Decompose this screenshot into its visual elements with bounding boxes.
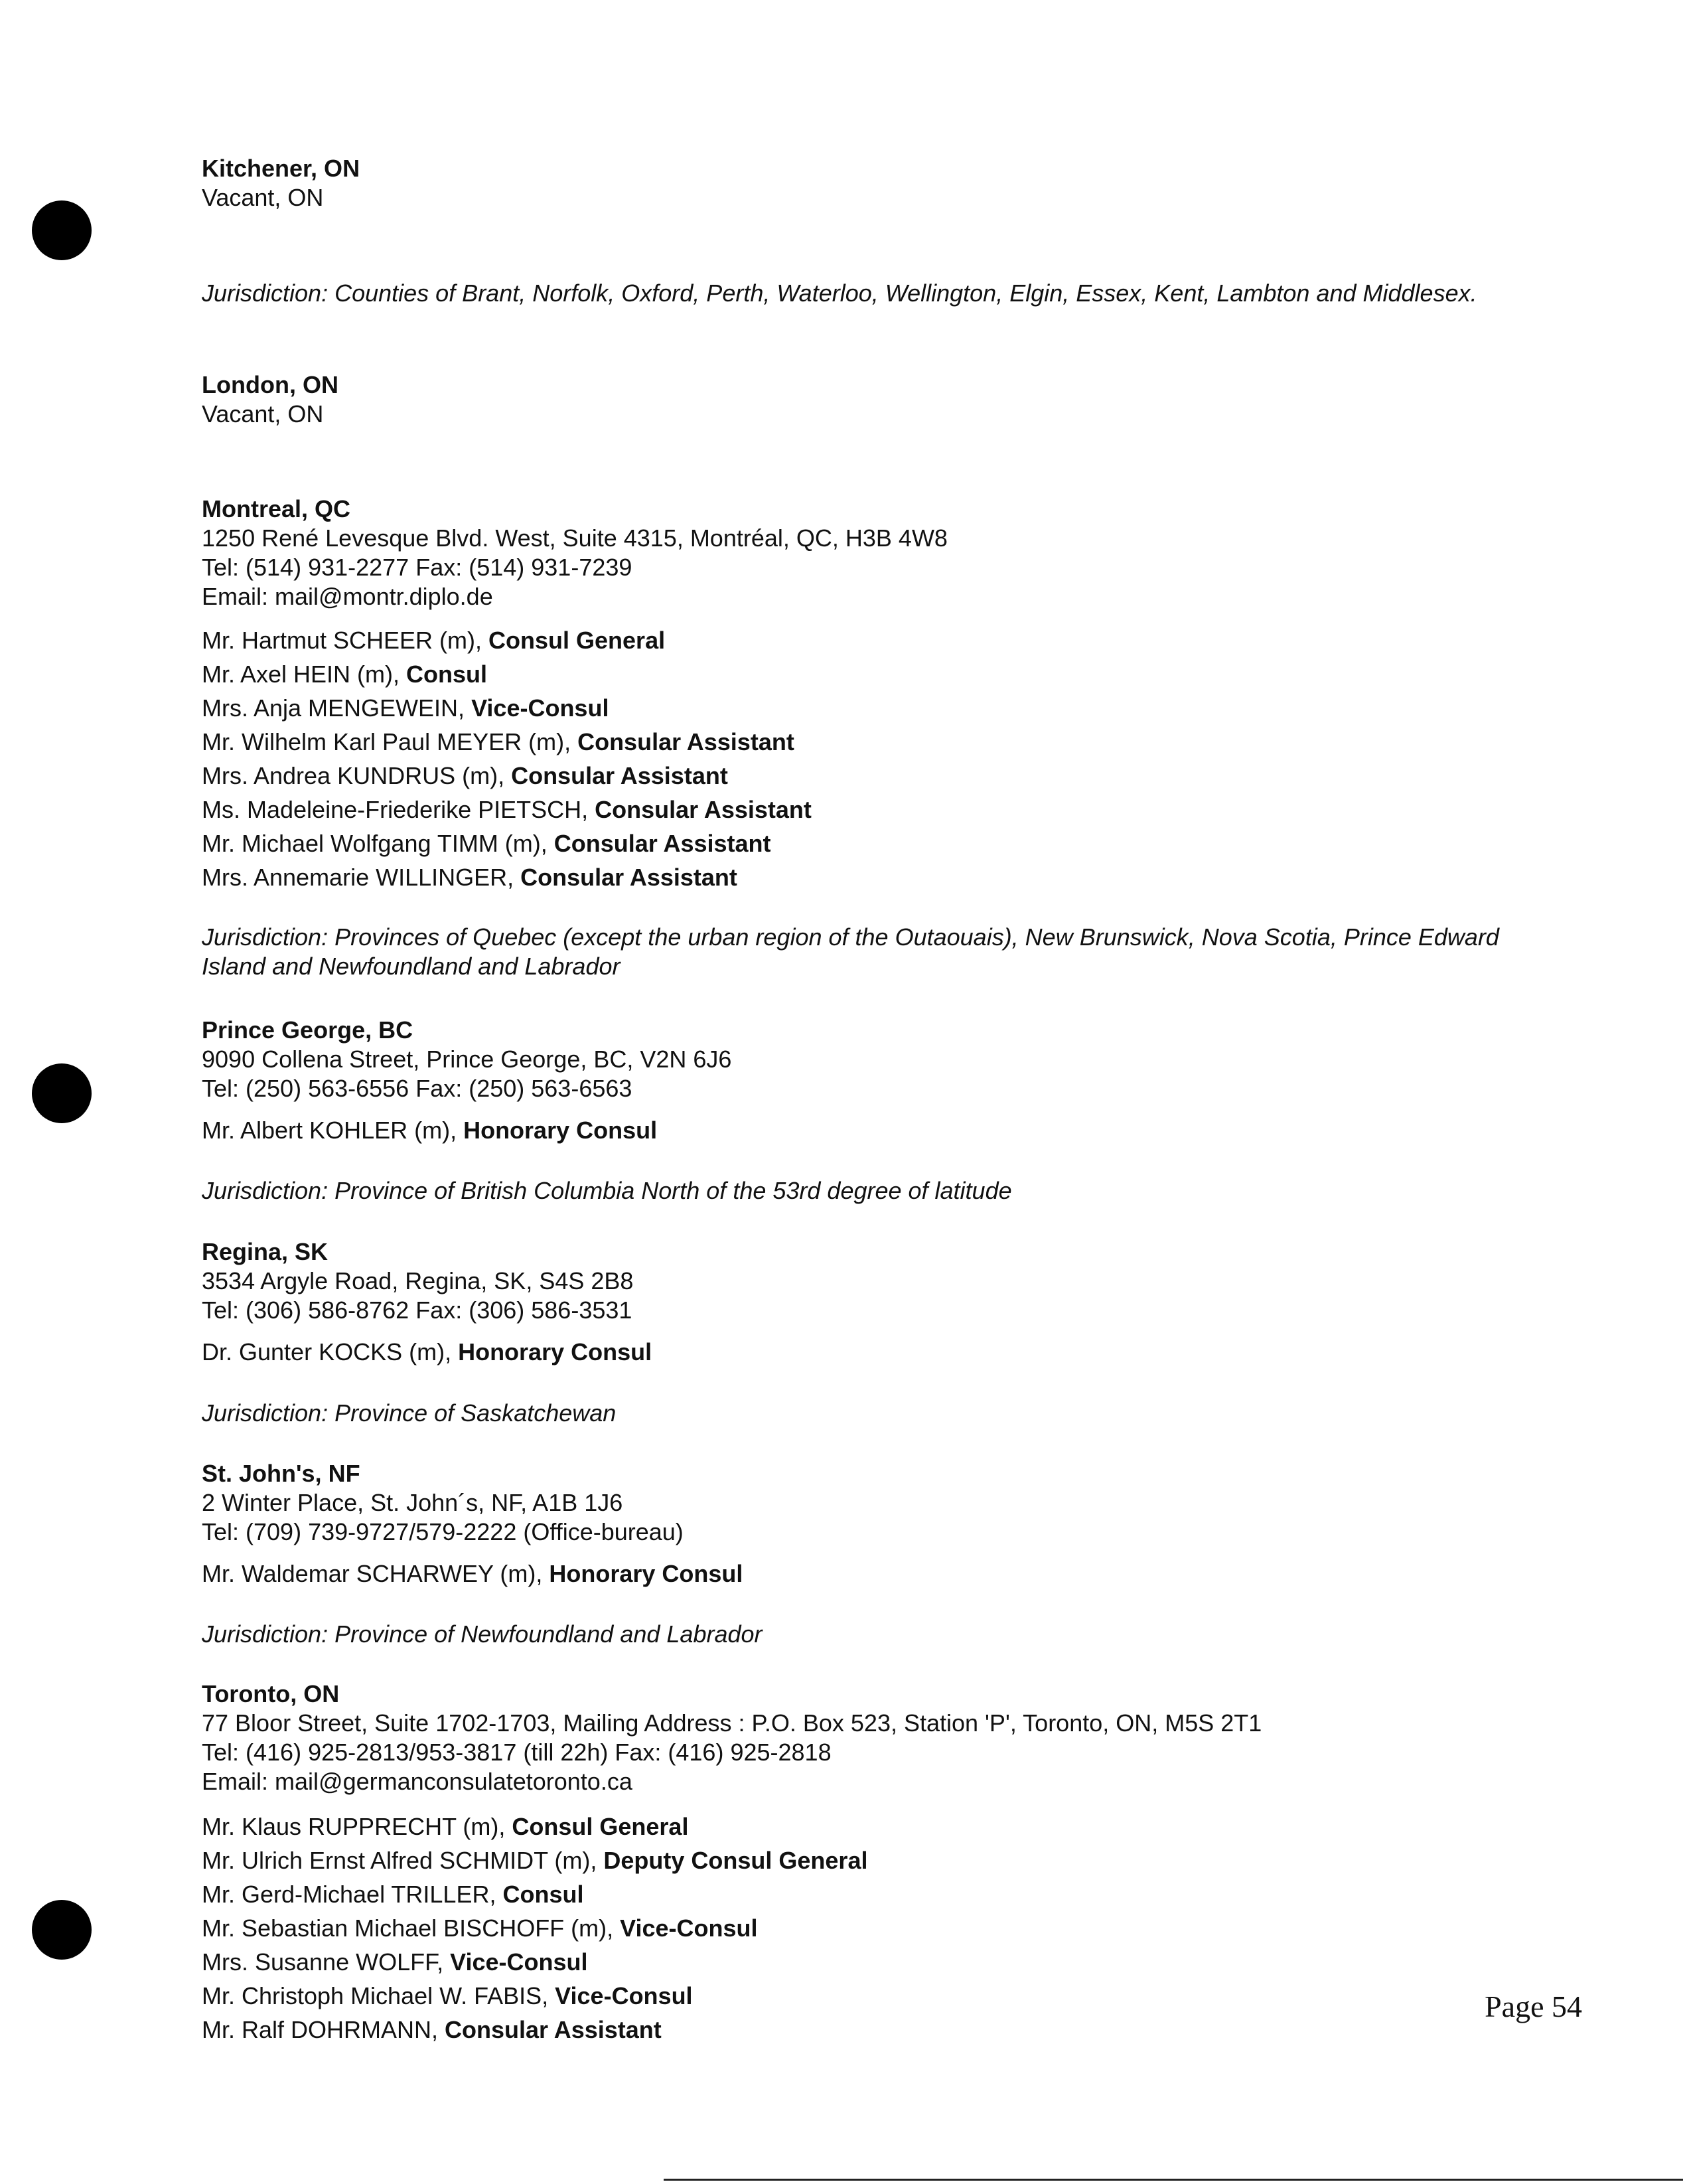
office-line: Email: mail@montr.diplo.de [202,583,493,610]
office-line: Tel: (709) 739-9727/579-2222 (Office-bureau) [202,1518,684,1545]
staff-st-johns [202,1557,1529,1591]
staff-entry: Mr. Axel HEIN (m), Consul [202,661,488,688]
staff-entry: Mr. Hartmut SCHEER (m), Consul General [202,627,666,654]
staff-entry: Mrs. Annemarie WILLINGER, Consular Assistant [202,864,737,891]
staff-entry: Mrs. Andrea KUNDRUS (m), Consular Assistant [202,762,728,789]
page-number: Page 54 [1485,1989,1582,2023]
staff-montreal [202,623,1529,894]
jurisdiction-text: Jurisdiction: Province of Newfoundland and Labrador [202,1620,763,1648]
office-line: Email: mail@germanconsulatetoronto.ca [202,1768,632,1795]
office-line: Vacant, ON [202,184,324,211]
staff-entry: Mr. Ulrich Ernst Alfred SCHMIDT (m), Deputy Consul General [202,1847,868,1874]
staff-prince-george [202,1113,1529,1147]
staff-entry: Ms. Madeleine-Friederike PIETSCH, Consular Assistant [202,796,812,823]
office-city: St. John's, NF [202,1460,360,1487]
staff-entry: Mr. Wilhelm Karl Paul MEYER (m), Consular Assistant [202,728,794,755]
bottom-rule [664,2179,1683,2181]
office-kitchener [202,154,1529,212]
jurisdiction-text: Jurisdiction: Province of Saskatchewan [202,1399,617,1427]
staff-entry: Mrs. Anja MENGEWEIN, Vice-Consul [202,694,609,722]
office-line: Vacant, ON [202,400,324,428]
jurisdiction-regina [202,1399,1529,1428]
office-line: Tel: (416) 925-2813/953-3817 (till 22h) Fax: (416) 925-2818 [202,1739,832,1766]
staff-entry: Mrs. Susanne WOLFF, Vice-Consul [202,1948,588,1976]
staff-regina [202,1335,1529,1369]
office-toronto [202,1679,1529,1796]
jurisdiction-st-johns [202,1620,1529,1649]
office-city: Toronto, ON [202,1680,340,1707]
jurisdiction-text: Jurisdiction: Counties of Brant, Norfolk, Oxford, Perth, Waterloo, Wellington, Elgin, Essex, Kent, Lambton and Middlesex. [202,279,1477,307]
jurisdiction-prince-george [202,1176,1529,1206]
office-line: Tel: (514) 931-2277 Fax: (514) 931-7239 [202,554,632,581]
office-line: Tel: (306) 586-8762 Fax: (306) 586-3531 [202,1296,632,1324]
office-line: 3534 Argyle Road, Regina, SK, S4S 2B8 [202,1267,634,1294]
office-city: London, ON [202,371,338,398]
staff-entry: Mr. Ralf DOHRMANN, Consular Assistant [202,2016,662,2043]
office-prince-george [202,1016,1529,1103]
office-city: Regina, SK [202,1238,329,1265]
staff-entry: Mr. Waldemar SCHARWEY (m), Honorary Consul [202,1560,743,1587]
office-montreal [202,495,1529,611]
punch-hole [32,200,92,260]
punch-hole [32,1063,92,1123]
office-city: Montreal, QC [202,495,351,522]
office-city: Prince George, BC [202,1016,413,1044]
jurisdiction-montreal [202,923,1529,981]
staff-entry: Mr. Gerd-Michael TRILLER, Consul [202,1881,584,1908]
staff-entry: Mr. Michael Wolfgang TIMM (m), Consular Assistant [202,830,771,857]
office-line: 77 Bloor Street, Suite 1702-1703, Mailing Address : P.O. Box 523, Station 'P', Toronto, ON, M5S 2T1 [202,1709,1262,1737]
staff-toronto [202,1810,1529,2047]
jurisdiction-text: Jurisdiction: Province of British Columbia North of the 53rd degree of latitude [202,1177,1012,1204]
jurisdiction-kitchener [202,279,1529,308]
office-london [202,370,1529,429]
office-line: Tel: (250) 563-6556 Fax: (250) 563-6563 [202,1075,632,1102]
punch-hole [32,1900,92,1960]
staff-entry: Mr. Klaus RUPPRECHT (m), Consul General [202,1813,689,1840]
staff-entry: Mr. Albert KOHLER (m), Honorary Consul [202,1117,658,1144]
office-city: Kitchener, ON [202,155,360,182]
staff-entry: Mr. Sebastian Michael BISCHOFF (m), Vice-Consul [202,1914,758,1942]
office-line: 9090 Collena Street, Prince George, BC, V2N 6J6 [202,1046,732,1073]
office-line: 2 Winter Place, St. John´s, NF, A1B 1J6 [202,1489,623,1516]
office-regina [202,1237,1529,1325]
staff-entry: Mr. Christoph Michael W. FABIS, Vice-Consul [202,1982,693,2009]
office-line: 1250 René Levesque Blvd. West, Suite 4315, Montréal, QC, H3B 4W8 [202,524,948,552]
jurisdiction-text: Jurisdiction: Provinces of Quebec (except the urban region of the Outaouais), New Brunswick, Nova Scotia, Prince Edward Island and Newfoundland and Labrador [202,923,1499,980]
office-st-johns [202,1459,1529,1547]
staff-entry: Dr. Gunter KOCKS (m), Honorary Consul [202,1338,652,1365]
